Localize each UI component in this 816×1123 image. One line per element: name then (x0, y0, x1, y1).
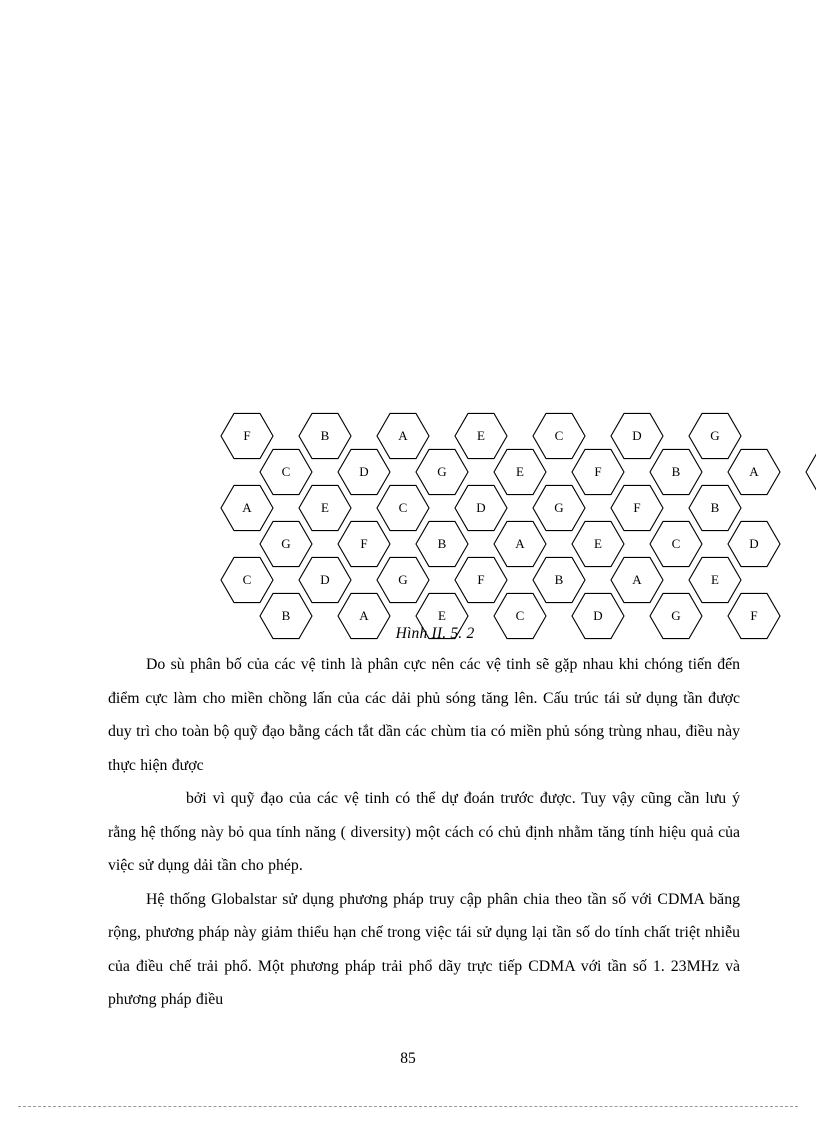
hex-cell-label: E (321, 499, 329, 515)
hex-cell-label: G (398, 571, 408, 587)
hex-cell-label: D (359, 463, 369, 479)
hex-cell-label: A (632, 571, 642, 587)
hex-cell-label: E (516, 463, 524, 479)
hex-cell-label: D (632, 427, 642, 443)
hex-cell-label: F (594, 463, 602, 479)
hex-cell-label: D (593, 607, 603, 623)
hex-cell-label: A (359, 607, 369, 623)
hex-cell-label: D (320, 571, 330, 587)
hex-cell-label: F (360, 535, 368, 551)
body-text-block (108, 648, 740, 1017)
hex-cell-label: B (437, 535, 447, 551)
hex-cell-label: G (437, 463, 447, 479)
hex-cell-label: B (281, 607, 291, 623)
hex-cell-label: B (671, 463, 681, 479)
hex-cell-label: C (554, 427, 564, 443)
figure-caption: Hình II. 5. 2 (395, 625, 475, 642)
hex-cell-label: D (476, 499, 486, 515)
hex-cell-label: A (398, 427, 408, 443)
hex-cell-label: B (554, 571, 564, 587)
hex-cell-label: C (242, 571, 252, 587)
hex-cell-label: F (243, 427, 251, 443)
hex-cell-label: A (749, 463, 759, 479)
hex-cell-label: G (671, 607, 681, 623)
hex-cell-label: A (242, 499, 252, 515)
hex-cell-label: A (515, 535, 525, 551)
paragraph-2: bởi vì quỹ đạo của các vệ tinh có thể dự đoán trước được. Tuy vậy cũng cần lưu ý rằng hệ thống này bỏ qua tính năng ( diversity) một cách có chủ định nhằm tăng tính hiệu quả của việc sử dụng dải tần cho phép. (108, 790, 740, 874)
hex-cell-label: B (320, 427, 330, 443)
figure-hex-cell-grid (225, 412, 759, 682)
hex-cell-label: E (477, 427, 485, 443)
hex-cell-label: F (477, 571, 485, 587)
hex-cell-label: E (594, 535, 602, 551)
hex-cell-label: G (281, 535, 291, 551)
hex-cell-label: D (749, 535, 759, 551)
bottom-divider (18, 1106, 798, 1107)
hex-cell-label: E (711, 571, 719, 587)
hex-cell (806, 449, 816, 494)
hex-cell-label: C (515, 607, 525, 623)
hex-cell-label: F (633, 499, 641, 515)
paragraph-1: Do sù phân bố của các vệ tinh là phân cực nên các vệ tinh sẽ gặp nhau khi chóng tiến đến điểm cực làm cho miền chồng lấn của các dải phủ sóng tăng lên. Cấu trúc tái sử dụng tần được duy trì cho toàn bộ quỹ đạo bằng cách tắt dần các chùm tia có miền phủ sóng trùng nhau, điều này thực hiện được (108, 656, 740, 774)
hex-cell-label: C (398, 499, 408, 515)
hex-cell-label: E (438, 607, 446, 623)
hex-cell-label: B (710, 499, 720, 515)
page-number: 85 (400, 1050, 416, 1067)
hex-cell-label: G (554, 499, 564, 515)
hex-cell-label: C (281, 463, 291, 479)
hex-cell-label: G (710, 427, 720, 443)
hex-cell-label: C (671, 535, 681, 551)
hex-cell-label: F (750, 607, 758, 623)
paragraph-3: Hệ thống Globalstar sử dụng phương pháp truy cập phân chia theo tần số với CDMA băng rộng, phương pháp này giảm thiểu hạn chế trong việc tái sử dụng lại tần số do tính chất triệt nhiễu của điều chế trải phổ. Một phương pháp trải phổ dãy trực tiếp CDMA với tần số 1. 23MHz và phương pháp điều (108, 890, 740, 1008)
